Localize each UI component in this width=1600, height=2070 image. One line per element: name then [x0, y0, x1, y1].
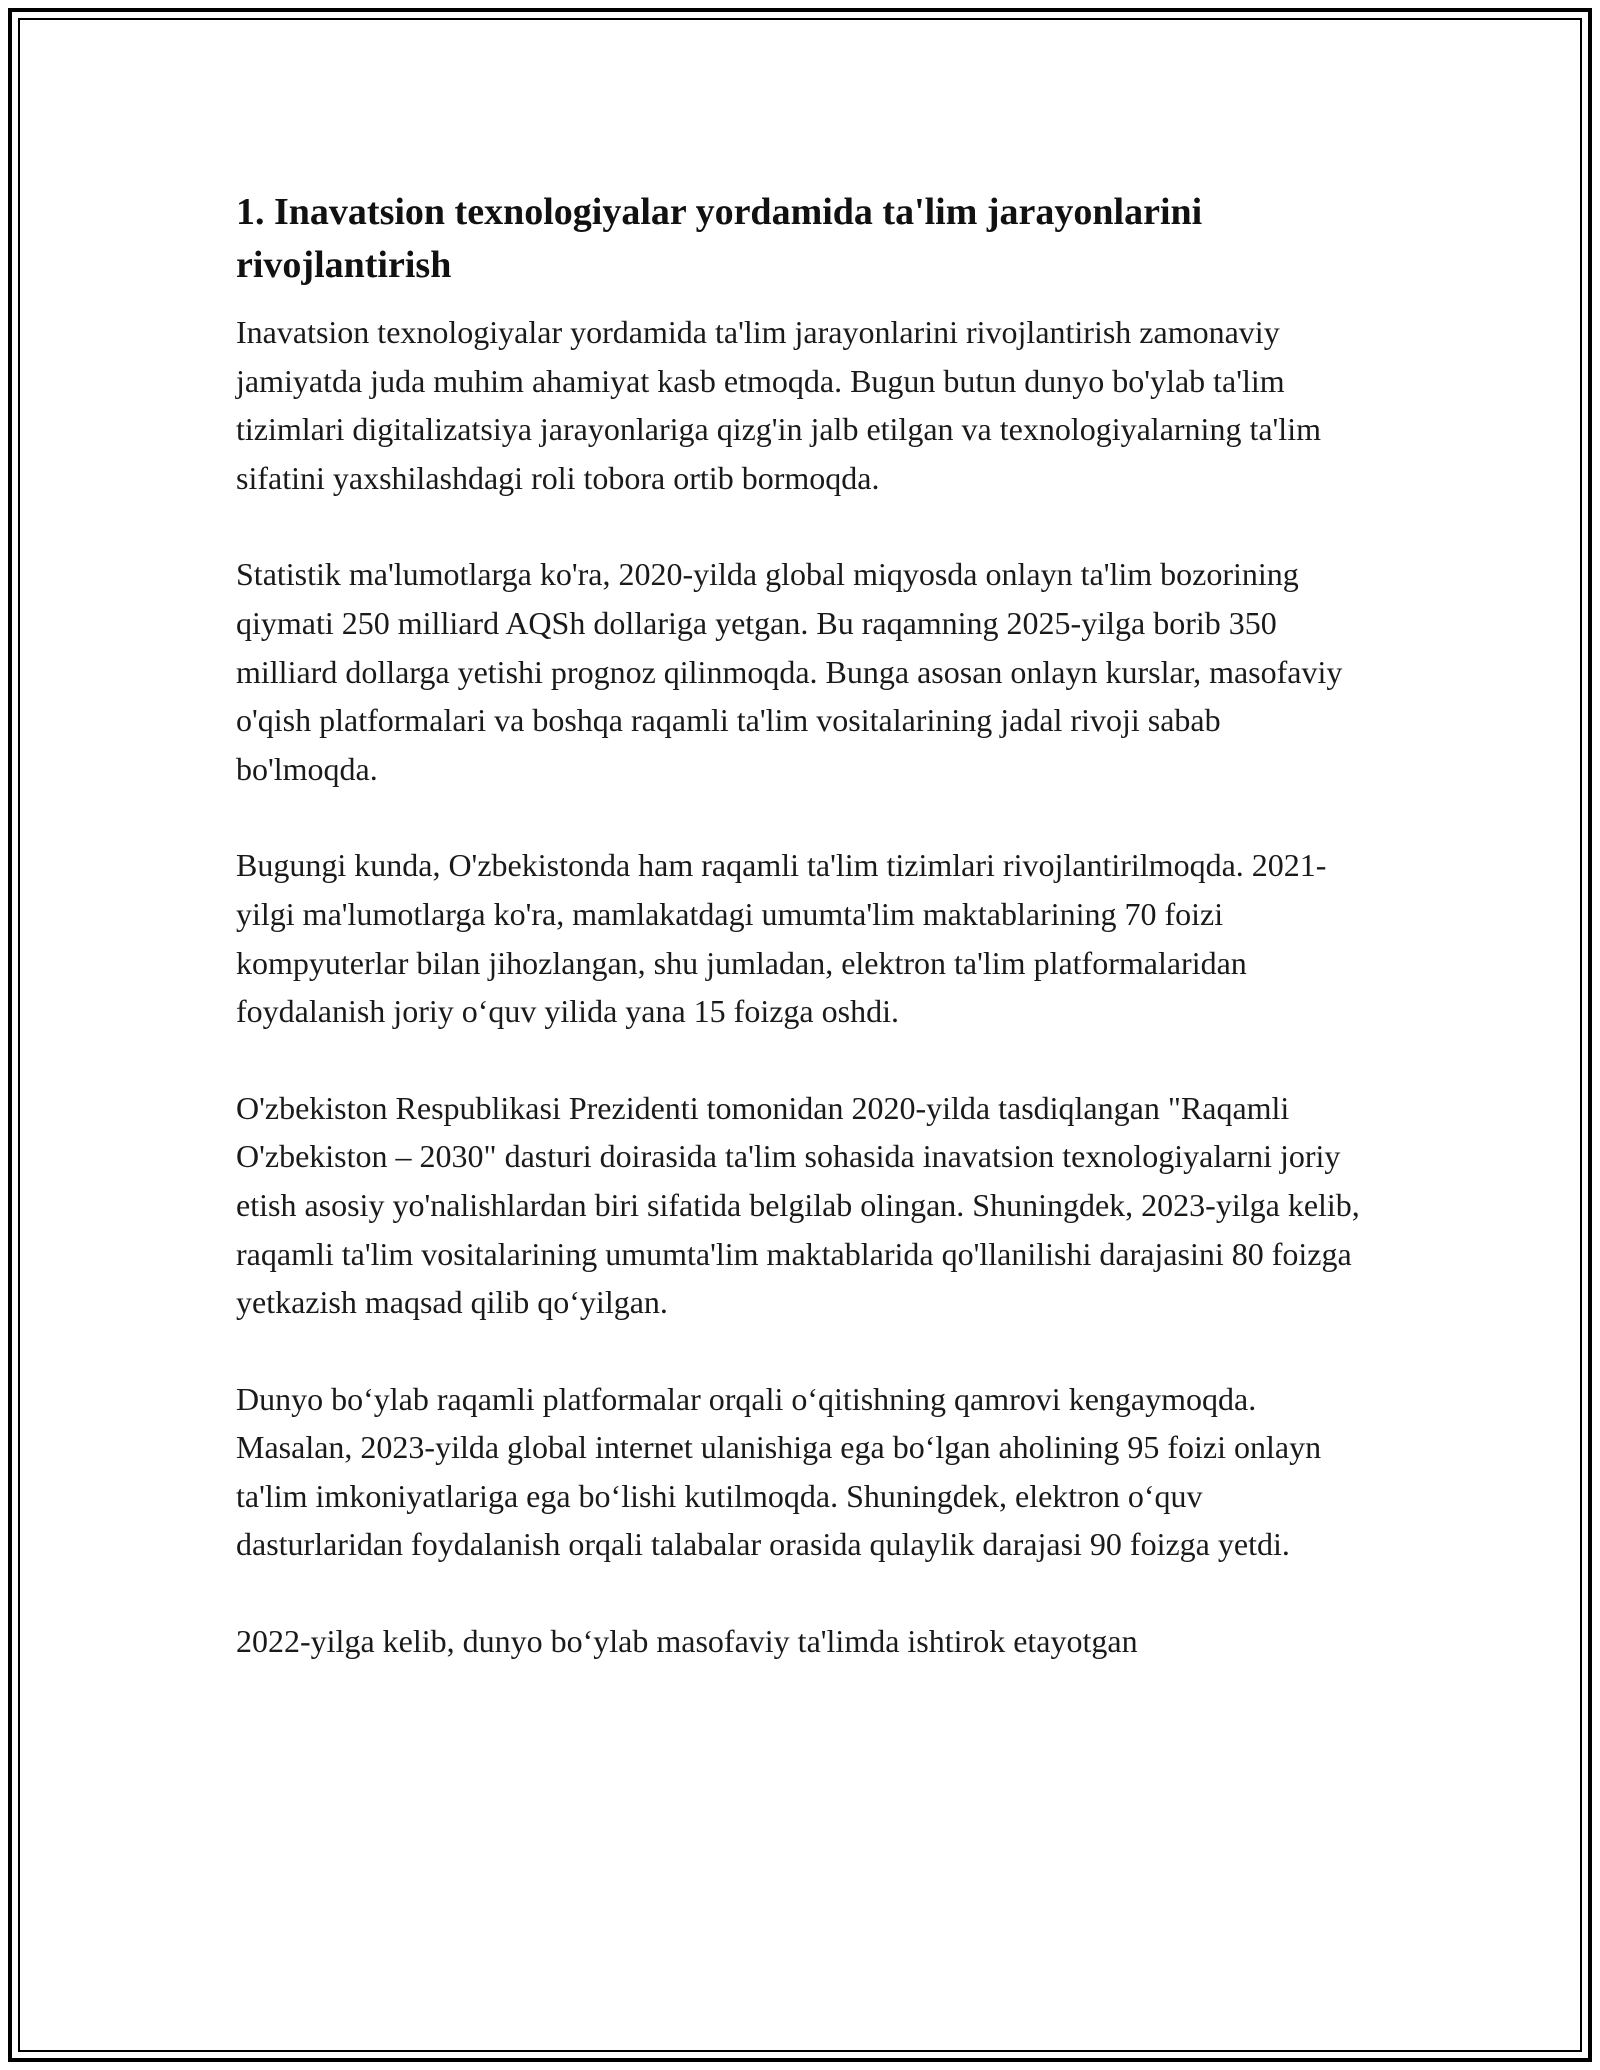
paragraph-online-coverage: Dunyo bo‘ylab raqamli platformalar orqali o‘qitishning qamrovi kengaymoqda. Masalan, 2023-yilda global internet ulanishiga ega bo‘lgan aholining 95 foizi onlayn ta'lim imkoniyatlariga ega bo‘lishi kutilmoqda. Shuningdek, elektron o‘quv dasturlaridan foydalanish orqali talabalar orasida qulaylik darajasi 90 foizga yetdi. [236, 1380, 1322, 1563]
paragraph-uzbekistan-schools: Bugungi kunda, O'zbekistonda ham raqamli ta'lim tizimlari rivojlantirilmoqda. 2021-yilgi ma'lumotlarga ko'ra, mamlakatdagi umumta'lim maktablarining 70 foizi kompyuterlar bilan jihozlangan, shu jumladan, elektron ta'lim platformalaridan foydalanish joriy o‘quv yilida yana 15 foizga oshdi. [236, 847, 1327, 1030]
paragraph-intro: Inavatsion texnologiyalar yordamida ta'lim jarayonlarini rivojlantirish zamonaviy jamiyatda juda muhim ahamiyat kasb etmoqda. Bugun butun dunyo bo'ylab ta'lim tizimlari digitalizatsiya jarayonlariga qizg'in jalb etilgan va texnologiyalarning ta'lim sifatini yaxshilashdagi roli tobora ortib bormoqda. [236, 314, 1321, 496]
paragraph-global-market: Statistik ma'lumotlarga ko'ra, 2020-yilda global miqyosda onlayn ta'lim bozorining qiymati 250 milliard AQSh dollariga yetgan. Bu raqamning 2025-yilga borib 350 milliard dollarga yetishi prognoz qilinmoqda. Bunga asosan onlayn kurslar, masofaviy o'qish platformalari va boshqa raqamli ta'lim vositalarining jadal rivoji sabab bo'lmoqda. [236, 556, 1343, 787]
document-body [236, 186, 1366, 1714]
section-heading: 1. Inavatsion texnologiyalar yordamida ta'lim jarayonlarini rivojlantirish [236, 191, 1203, 286]
paragraph-digital-uzbekistan-2030: O'zbekiston Respublikasi Prezidenti tomonidan 2020-yilda tasdiqlangan "Raqamli O'zbekiston – 2030" dasturi doirasida ta'lim sohasida inavatsion texnologiyalarni joriy etish asosiy yo'nalishlardan biri sifatida belgilab olingan. Shuningdek, 2023-yilga kelib, raqamli ta'lim vositalarining umumta'lim maktablarida qo'llanilishi darajasini 80 foizga yetkazish maqsad qilib qo‘yilgan. [236, 1089, 1360, 1321]
paragraph-distance-learning: 2022-yilga kelib, dunyo bo‘ylab masofaviy ta'limda ishtirok etayotgan [236, 1623, 1138, 1660]
